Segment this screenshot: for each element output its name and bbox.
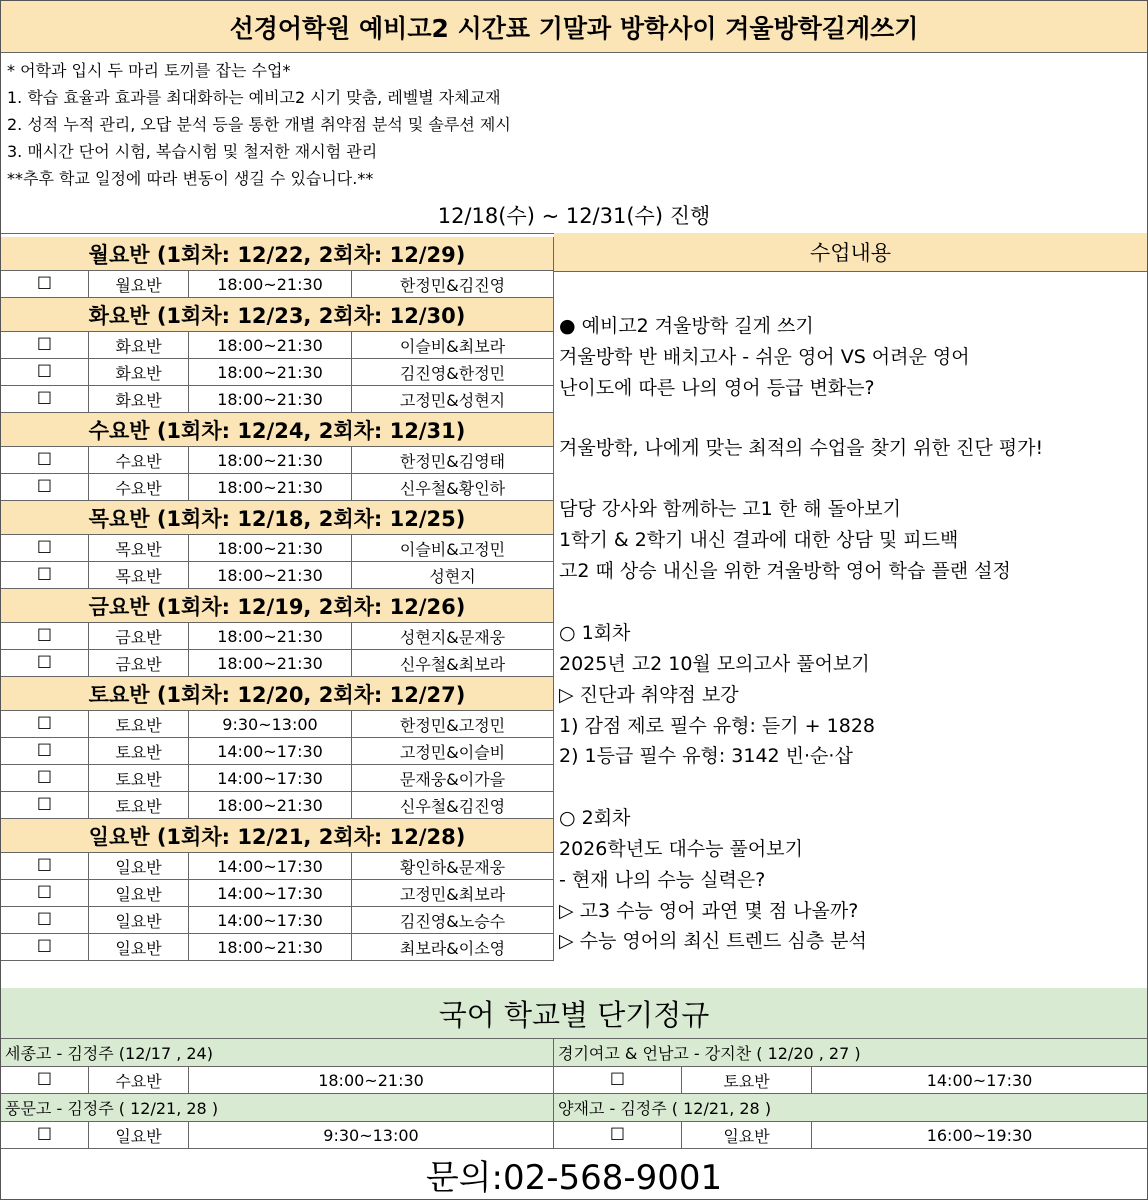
content-header: 수업내용 xyxy=(554,233,1147,272)
day-group-header: 수요반 (1회차: 12/24, 2회차: 12/31) xyxy=(1,413,554,447)
class-teachers: 한정민&고정민 xyxy=(352,711,554,738)
day-group-header: 금요반 (1회차: 12/19, 2회차: 12/26) xyxy=(1,589,554,623)
class-time: 18:00~21:30 xyxy=(189,447,352,474)
class-time: 18:00~21:30 xyxy=(189,332,352,359)
content-line: ▷ 고3 수능 영어 과연 몇 점 나올까? xyxy=(559,900,859,922)
class-teachers: 한정민&김진영 xyxy=(352,271,554,298)
content-line: 난이도에 따른 나의 영어 등급 변화는? xyxy=(559,377,875,399)
class-day: 수요반 xyxy=(89,447,189,474)
enroll-checkbox[interactable]: ☐ xyxy=(1,711,89,738)
class-teachers: 신우철&김진영 xyxy=(352,792,554,819)
class-day: 월요반 xyxy=(89,271,189,298)
enroll-checkbox[interactable]: ☐ xyxy=(1,359,89,386)
class-time: 14:00~17:30 xyxy=(189,907,352,934)
class-day: 화요반 xyxy=(89,332,189,359)
class-teachers: 이슬비&고정민 xyxy=(352,535,554,562)
enroll-checkbox[interactable]: ☐ xyxy=(1,535,89,562)
school-label: 세종고 - 김정주 (12/17 , 24) xyxy=(1,1039,554,1067)
class-teachers: 최보라&이소영 xyxy=(352,934,554,961)
enroll-checkbox[interactable]: ☐ xyxy=(1,1122,89,1149)
class-day: 일요반 xyxy=(89,880,189,907)
schedule-period: 12/18(수) ~ 12/31(수) 진행 xyxy=(1,197,1147,234)
class-day: 수요반 xyxy=(89,1067,189,1094)
enroll-checkbox[interactable]: ☐ xyxy=(1,907,89,934)
class-teachers: 성현지 xyxy=(352,562,554,589)
content-line: ○ 2회차 xyxy=(559,807,631,829)
class-day: 토요반 xyxy=(89,792,189,819)
enroll-checkbox[interactable]: ☐ xyxy=(1,623,89,650)
class-time: 18:00~21:30 xyxy=(189,359,352,386)
class-teachers: 김진영&노승수 xyxy=(352,907,554,934)
enroll-checkbox[interactable]: ☐ xyxy=(1,474,89,501)
class-day: 목요반 xyxy=(89,535,189,562)
content-line: 담당 강사와 함께하는 고1 한 해 돌아보기 xyxy=(559,498,901,520)
class-time: 14:00~17:30 xyxy=(189,853,352,880)
class-time: 18:00~21:30 xyxy=(189,792,352,819)
class-time: 18:00~21:30 xyxy=(189,271,352,298)
class-teachers: 고정민&최보라 xyxy=(352,880,554,907)
class-teachers: 황인하&문재웅 xyxy=(352,853,554,880)
content-line: 1학기 & 2학기 내신 결과에 대한 상담 및 피드백 xyxy=(559,529,959,551)
school-label: 경기여고 & 언남고 - 강지찬 ( 12/20 , 27 ) xyxy=(554,1039,1147,1067)
class-day: 화요반 xyxy=(89,359,189,386)
class-time: 14:00~17:30 xyxy=(189,880,352,907)
content-line: 2025년 고2 10월 모의고사 풀어보기 xyxy=(559,653,870,675)
class-day: 일요반 xyxy=(89,1122,189,1149)
class-teachers: 신우철&황인하 xyxy=(352,474,554,501)
class-day: 목요반 xyxy=(89,562,189,589)
day-group-header: 목요반 (1회차: 12/18, 2회차: 12/25) xyxy=(1,501,554,535)
enroll-checkbox[interactable]: ☐ xyxy=(1,765,89,792)
enroll-checkbox[interactable]: ☐ xyxy=(1,447,89,474)
class-time: 18:00~21:30 xyxy=(189,562,352,589)
enroll-checkbox[interactable]: ☐ xyxy=(1,650,89,677)
class-time: 18:00~21:30 xyxy=(189,535,352,562)
class-teachers: 신우철&최보라 xyxy=(352,650,554,677)
class-teachers: 성현지&문재웅 xyxy=(352,623,554,650)
class-teachers: 문재웅&이가을 xyxy=(352,765,554,792)
content-line: 겨울방학, 나에게 맞는 최적의 수업을 찾기 위한 진단 평가! xyxy=(559,437,1044,459)
intro-line: **추후 학교 일정에 따라 변동이 생길 수 있습니다.** xyxy=(7,169,374,188)
class-day: 금요반 xyxy=(89,650,189,677)
class-time: 16:00~19:30 xyxy=(812,1122,1147,1149)
class-time: 9:30~13:00 xyxy=(189,711,352,738)
class-day: 금요반 xyxy=(89,623,189,650)
class-time: 9:30~13:00 xyxy=(189,1122,554,1149)
korean-section-title: 국어 학교별 단기정규 xyxy=(1,988,1147,1039)
class-teachers: 김진영&한정민 xyxy=(352,359,554,386)
content-line: 1) 감점 제로 필수 유형: 듣기 + 1828 xyxy=(559,715,875,737)
class-day: 화요반 xyxy=(89,386,189,413)
class-day: 수요반 xyxy=(89,474,189,501)
content-line: 겨울방학 반 배치고사 - 쉬운 영어 VS 어려운 영어 xyxy=(559,346,970,368)
class-teachers: 고정민&이슬비 xyxy=(352,738,554,765)
day-group-header: 월요반 (1회차: 12/22, 2회차: 12/29) xyxy=(1,237,554,271)
class-time: 14:00~17:30 xyxy=(812,1067,1147,1094)
class-teachers: 한정민&김영태 xyxy=(352,447,554,474)
intro-line: 3. 매시간 단어 시험, 복습시험 및 철저한 재시험 관리 xyxy=(7,142,378,161)
enroll-checkbox[interactable]: ☐ xyxy=(1,792,89,819)
class-day: 일요반 xyxy=(89,934,189,961)
content-line: 2) 1등급 필수 유형: 3142 빈·순·삽 xyxy=(559,745,853,767)
enroll-checkbox[interactable]: ☐ xyxy=(554,1067,682,1094)
enroll-checkbox[interactable]: ☐ xyxy=(1,934,89,961)
class-day: 일요반 xyxy=(89,907,189,934)
day-group-header: 화요반 (1회차: 12/23, 2회차: 12/30) xyxy=(1,298,554,332)
enroll-checkbox[interactable]: ☐ xyxy=(1,738,89,765)
enroll-checkbox[interactable]: ☐ xyxy=(1,562,89,589)
class-time: 14:00~17:30 xyxy=(189,738,352,765)
class-time: 14:00~17:30 xyxy=(189,765,352,792)
class-teachers: 이슬비&최보라 xyxy=(352,332,554,359)
intro-line: 1. 학습 효율과 효과를 최대화하는 예비고2 시기 맞춤, 레벨별 자체교재 xyxy=(7,88,501,107)
class-time: 18:00~21:30 xyxy=(189,623,352,650)
day-group-header: 일요반 (1회차: 12/21, 2회차: 12/28) xyxy=(1,819,554,853)
enroll-checkbox[interactable]: ☐ xyxy=(1,271,89,298)
content-line: 2026학년도 대수능 풀어보기 xyxy=(559,838,803,860)
enroll-checkbox[interactable]: ☐ xyxy=(1,386,89,413)
class-time: 18:00~21:30 xyxy=(189,650,352,677)
page-title: 선경어학원 예비고2 시간표 기말과 방학사이 겨울방학길게쓰기 xyxy=(1,1,1147,53)
contact-info: 문의:02-568-9001 xyxy=(425,1157,723,1198)
class-teachers: 고정민&성현지 xyxy=(352,386,554,413)
content-line: ● 예비고2 겨울방학 길게 쓰기 xyxy=(559,315,814,337)
content-line: ▷ 수능 영어의 최신 트렌드 심층 분석 xyxy=(559,930,867,952)
intro-line: * 어학과 입시 두 마리 토끼를 잡는 수업* xyxy=(7,61,291,80)
day-group-header: 토요반 (1회차: 12/20, 2회차: 12/27) xyxy=(1,677,554,711)
intro-line: 2. 성적 누적 관리, 오답 분석 등을 통한 개별 취약점 분석 및 솔루션 제시 xyxy=(7,115,511,134)
class-time: 18:00~21:30 xyxy=(189,474,352,501)
school-label: 양재고 - 김정주 ( 12/21, 28 ) xyxy=(554,1094,1147,1122)
enroll-checkbox[interactable]: ☐ xyxy=(1,880,89,907)
class-content-panel xyxy=(554,272,1147,989)
content-line: 고2 때 상승 내신을 위한 겨울방학 영어 학습 플랜 설정 xyxy=(559,560,1011,582)
content-line: - 현재 나의 수능 실력은? xyxy=(559,869,766,891)
class-day: 일요반 xyxy=(682,1122,812,1149)
class-day: 토요반 xyxy=(682,1067,812,1094)
class-time: 18:00~21:30 xyxy=(189,934,352,961)
content-line: ○ 1회차 xyxy=(559,622,631,644)
class-day: 토요반 xyxy=(89,711,189,738)
enroll-checkbox[interactable]: ☐ xyxy=(1,1067,89,1094)
class-day: 일요반 xyxy=(89,853,189,880)
class-time: 18:00~21:30 xyxy=(189,386,352,413)
enroll-checkbox[interactable]: ☐ xyxy=(1,332,89,359)
class-time: 18:00~21:30 xyxy=(189,1067,554,1094)
class-day: 토요반 xyxy=(89,738,189,765)
enroll-checkbox[interactable]: ☐ xyxy=(1,853,89,880)
school-label: 풍문고 - 김정주 ( 12/21, 28 ) xyxy=(1,1094,554,1122)
class-day: 토요반 xyxy=(89,765,189,792)
enroll-checkbox[interactable]: ☐ xyxy=(554,1122,682,1149)
content-line: ▷ 진단과 취약점 보강 xyxy=(559,684,739,706)
